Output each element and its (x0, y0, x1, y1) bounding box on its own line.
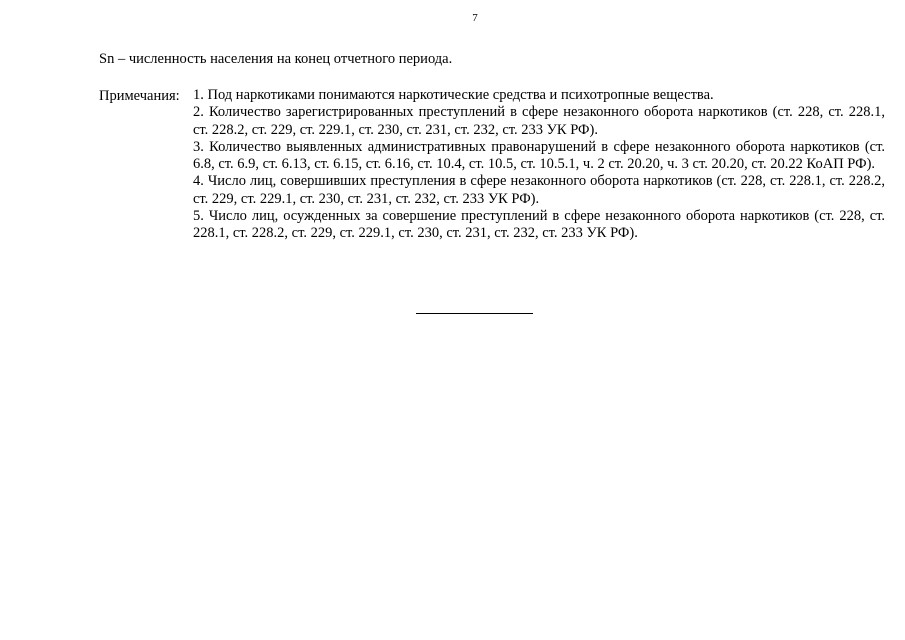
note-item-2: 2. Количество зарегистрированных преступлений в сфере незаконного оборота наркотиков (ст. 228, ст. 228.1, ст. 228.2, ст. 229, ст. 229.1, ст. 230, ст. 231, ст. 232, ст. 233 УК РФ). (193, 104, 885, 138)
notes-list (193, 87, 885, 243)
end-separator-line (416, 313, 533, 314)
notes-label: Примечания: (99, 88, 180, 104)
note-item-5: 5. Число лиц, осужденных за совершение преступлений в сфере незаконного оборота наркотиков (ст. 228, ст. 228.1, ст. 228.2, ст. 229, ст. 229.1, ст. 230, ст. 231, ст. 232, ст. 233 УК РФ). (193, 208, 885, 242)
note-item-3: 3. Количество выявленных административных правонарушений в сфере незаконного оборота наркотиков (ст. 6.8, ст. 6.9, ст. 6.13, ст. 6.15, ст. 6.16, ст. 10.4, ст. 10.5, ст. 10.5.1, ч. 2 ст. 20.20, ч. 3 ст. 20.20, ст. 20.22 КоАП РФ). (193, 138, 885, 173)
note-item-4: 4. Число лиц, совершивших преступления в сфере незаконного оборота наркотиков (ст. 228, ст. 228.1, ст. 228.2, ст. 229, ст. 229.1, ст. 230, ст. 231, ст. 232, ст. 233 УК РФ). (193, 173, 885, 207)
page-number: 7 (472, 12, 478, 24)
definition-text: Sn – численность населения на конец отчетного периода. (99, 51, 453, 67)
note-item-1: 1. Под наркотиками понимаются наркотические средства и психотропные вещества. (193, 87, 714, 103)
